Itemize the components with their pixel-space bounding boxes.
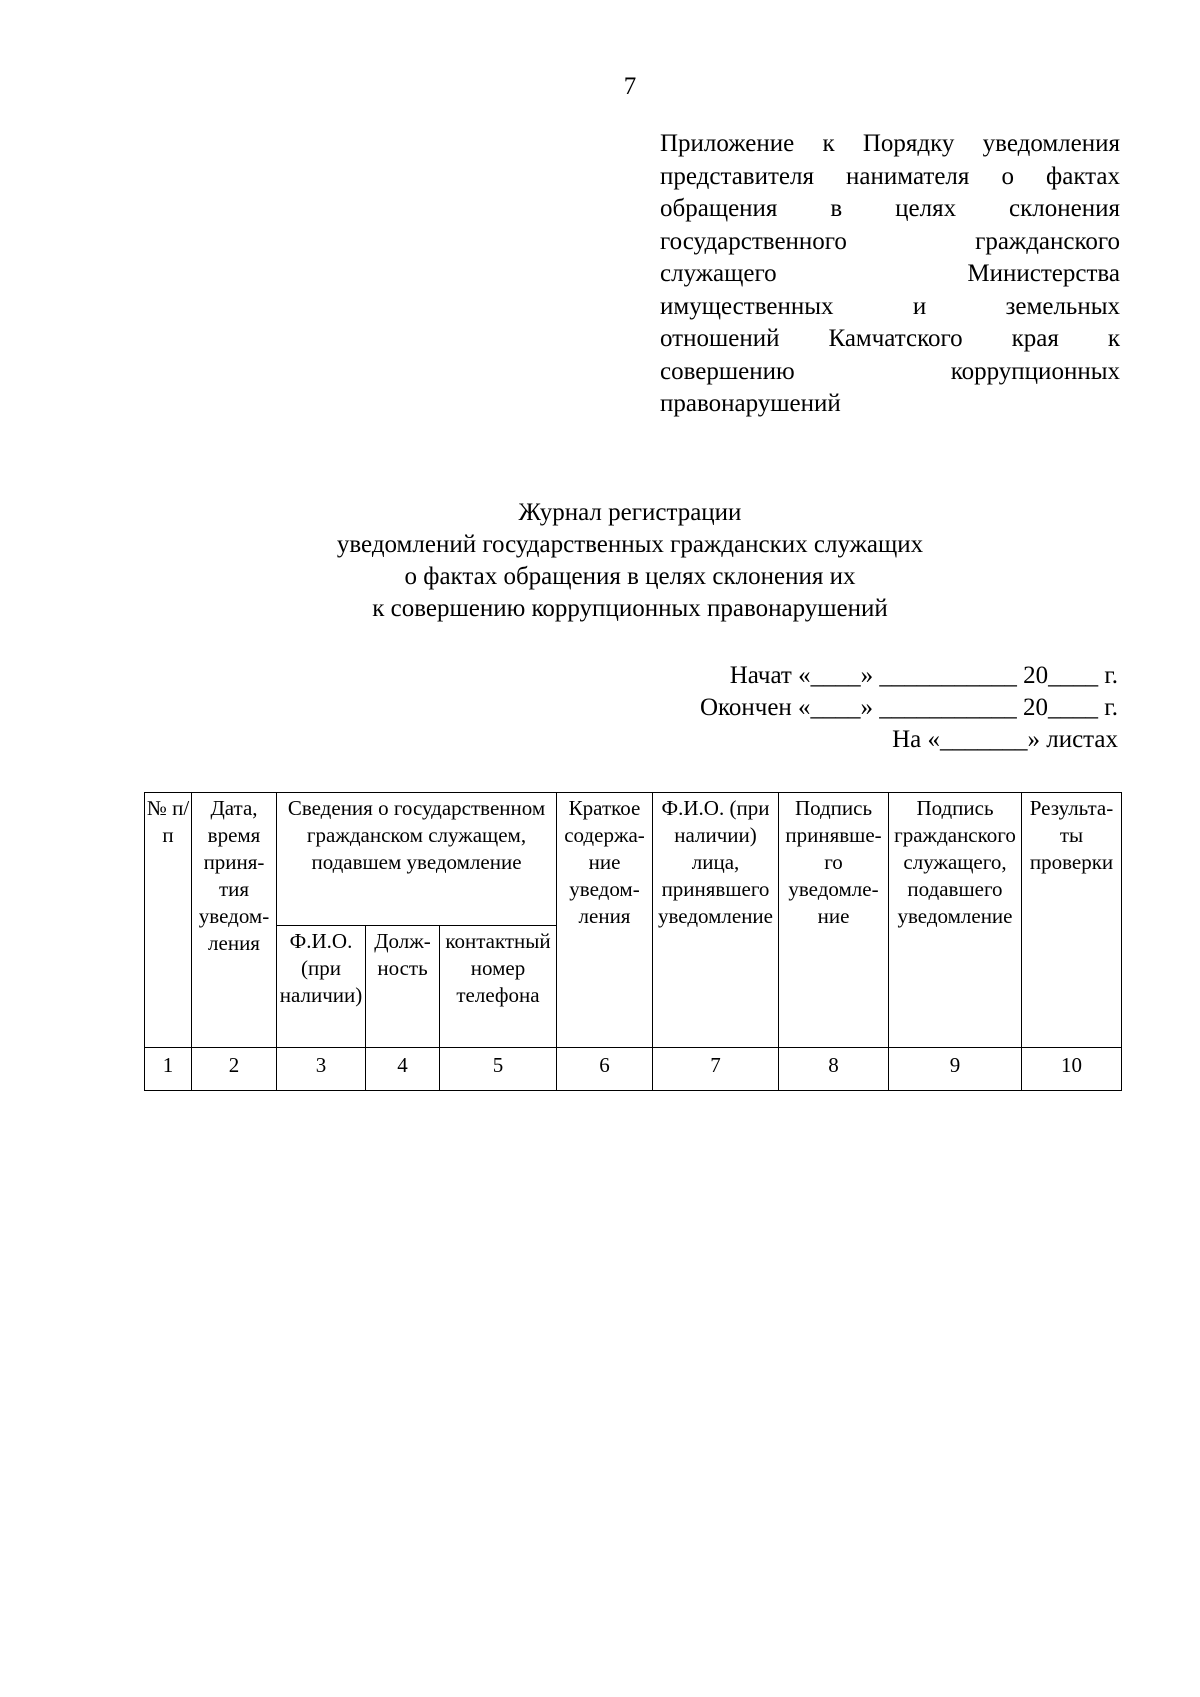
column-number: 9 (889, 1048, 1022, 1091)
appendix-line: отношений Камчатского края к (660, 325, 1120, 352)
column-number: 8 (779, 1048, 889, 1091)
header-phone: контактный номер телефона (440, 926, 557, 1048)
header-position: Долж-ность (366, 926, 440, 1048)
started-line: Начат «____» ___________ 20____ г. (729, 662, 1118, 689)
appendix-line: совершению коррупционных (660, 357, 1120, 385)
appendix-line: имущественных и земельных (660, 292, 1120, 320)
title-line: Журнал регистрации (518, 499, 742, 526)
appendix-line: Приложение к Порядку уведомления (660, 130, 1120, 157)
journal-table (144, 792, 1122, 1091)
column-number: 2 (192, 1048, 277, 1091)
header-row-1 (145, 793, 1122, 926)
header-date: Дата, время приня-тия уведом-ления (192, 793, 277, 1048)
title-line: к совершению коррупционных правонарушений (372, 595, 888, 622)
sheets-line: На «_______» листах (892, 726, 1118, 753)
header-num: № п/п (145, 793, 192, 1048)
header-receiver-sign: Подпись принявше-го уведомле-ние (779, 793, 889, 1048)
appendix-line: служащего Министерства (660, 260, 1120, 287)
header-receiver-fio: Ф.И.О. (при наличии) лица, принявшего уведомление (653, 793, 779, 1048)
column-number: 1 (145, 1048, 192, 1091)
title-line: уведомлений государственных гражданских служащих (336, 531, 924, 558)
column-number: 3 (277, 1048, 366, 1091)
header-servant-sign: Подпись гражданского служащего, подавшего уведомление (889, 793, 1022, 1048)
appendix-note (660, 128, 1120, 421)
header-servant-info: Сведения о государственном гражданском служащем, подавшем уведомление (277, 793, 557, 926)
journal-dates (518, 660, 1118, 756)
header-summary: Краткое содержа-ние уведом-ления (557, 793, 653, 1048)
title-line: о фактах обращения в целях склонения их (404, 563, 856, 590)
journal-title (0, 497, 1200, 625)
header-results: Результа-ты проверки (1022, 793, 1122, 1048)
appendix-line: обращения в целях склонения (660, 195, 1120, 222)
column-number: 6 (557, 1048, 653, 1091)
column-number: 5 (440, 1048, 557, 1091)
page-number: 7 (623, 73, 637, 100)
column-number: 7 (653, 1048, 779, 1091)
appendix-line: государственного гражданского (660, 227, 1120, 255)
column-number-row (145, 1048, 1122, 1091)
ended-line: Окончен «____» ___________ 20____ г. (699, 694, 1118, 721)
appendix-line: представителя нанимателя о фактах (660, 162, 1120, 190)
header-fio: Ф.И.О. (при наличии) (277, 926, 366, 1048)
column-number: 4 (366, 1048, 440, 1091)
column-number: 10 (1022, 1048, 1122, 1091)
appendix-line: правонарушений (660, 390, 841, 417)
